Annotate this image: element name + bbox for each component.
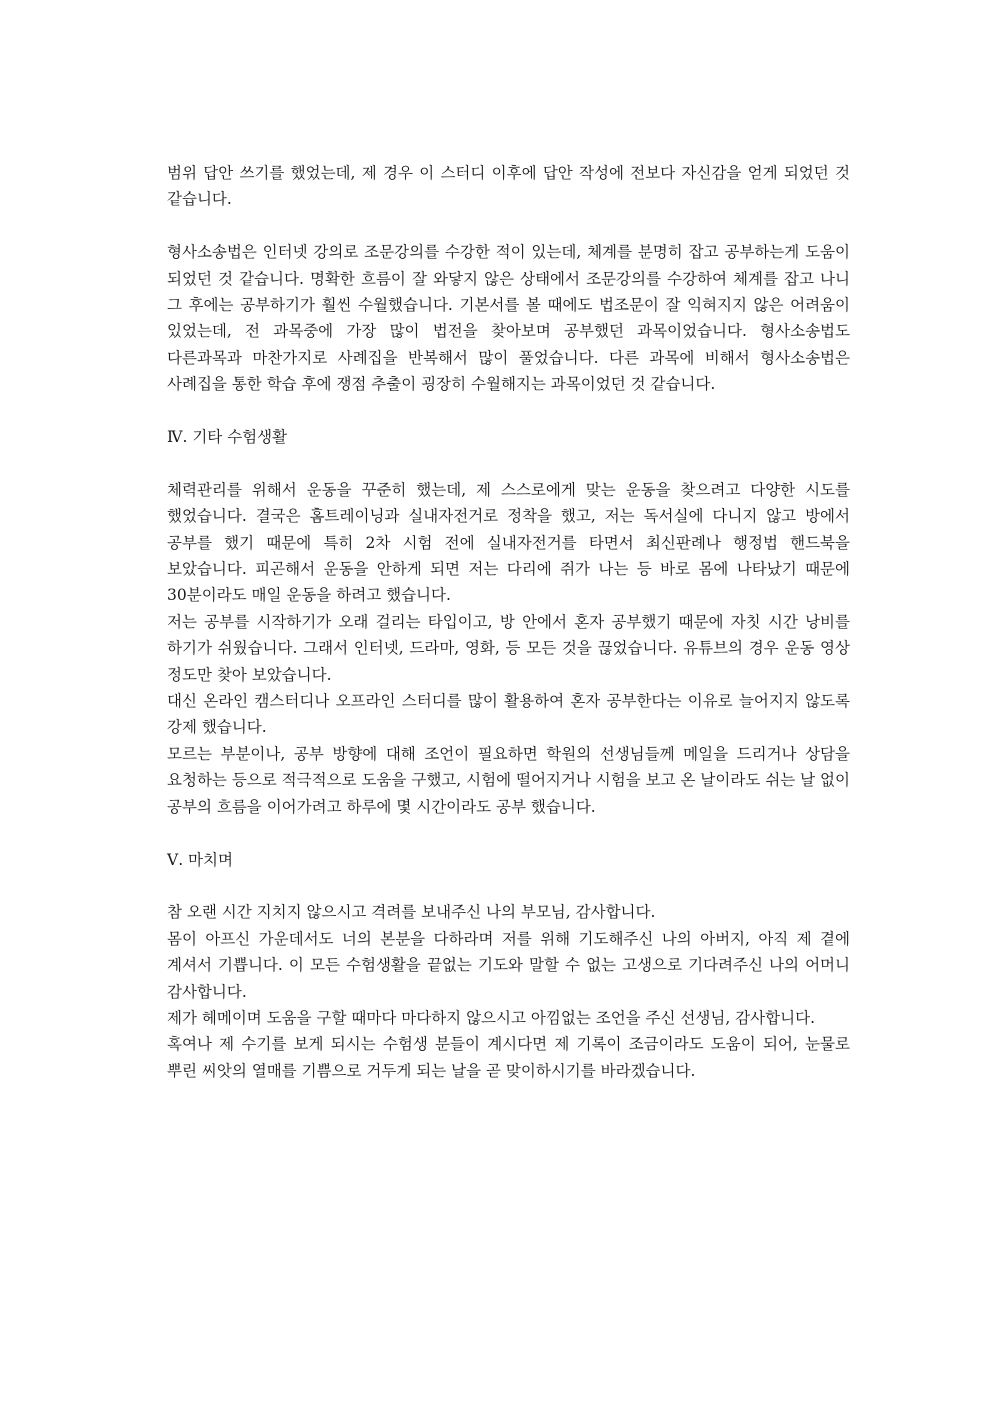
paragraph-answer-study: 범위 답안 쓰기를 했었는데, 제 경우 이 스터디 이후에 답안 작성에 전보다 자신감을 얻게 되었던 것 같습니다. [167, 164, 850, 209]
paragraph-fitness: 체력관리를 위해서 운동을 꾸준히 했는데, 제 스스로에게 맞는 운동을 찾으려고 다양한 시도를 했었습니다. 결국은 홈트레이닝과 실내자전거로 정착을 했고, 저는 독서실에 다니지 않고 방에서 공부를 했기 때문에 특히 2차 시험 전에 실내자전거를 타면서 최신판례나 행정법 핸드북을 보았습니다. 피곤해서 운동을 안하게 되면 저는 다리에 쥐가 나는 등 바로 몸에 나타났기 때문에 30분이라도 매일 운동을 하려고 했습니다. [167, 480, 850, 605]
paragraph-gap [167, 873, 850, 899]
paragraph-gap [167, 820, 850, 846]
paragraph-thanks-teachers: 제가 헤메이며 도움을 구할 때마다 마다하지 않으시고 아낌없는 조언을 주신 선생님, 감사합니다. [167, 1008, 816, 1027]
paragraph-thanks-parents: 참 오랜 시간 지치지 않으시고 격려를 보내주신 나의 부모님, 감사합니다. [167, 903, 656, 922]
paragraph-gap [167, 213, 850, 239]
paragraph-gap [167, 398, 850, 424]
section-heading-exam-life: Ⅳ. 기타 수험생활 [167, 428, 288, 447]
section-heading-closing: Ⅴ. 마치며 [167, 850, 233, 869]
paragraph-seeking-help: 모르는 부분이나, 공부 방향에 대해 조언이 필요하면 학원의 선생님들께 메일을 드리거나 상담을 요청하는 등으로 적극적으로 도움을 구했고, 시험에 떨어지거나 시험을 보고 온 날이라도 쉬는 날 없이 공부의 흐름을 이어가려고 하루에 몇 시간이라도 공부 했습니다. [167, 744, 850, 816]
paragraph-message-to-readers: 혹여나 제 수기를 보게 되시는 수험생 분들이 계시다면 제 기록이 조금이라도 도움이 되어, 눈물로 뿌린 씨앗의 열매를 기쁨으로 거두게 되는 날을 곧 맞이하시기를 바라겠습니다. [167, 1035, 850, 1080]
paragraph-time-management: 저는 공부를 시작하기가 오래 걸리는 타입이고, 방 안에서 혼자 공부했기 때문에 자칫 시간 낭비를 하기가 쉬웠습니다. 그래서 인터넷, 드라마, 영화, 등 모든 것을 끊었습니다. 유튜브의 경우 운동 영상 정도만 찾아 보았습니다. [167, 612, 850, 684]
paragraph-criminal-procedure: 형사소송법은 인터넷 강의로 조문강의를 수강한 적이 있는데, 체계를 분명히 잡고 공부하는게 도움이 되었던 것 같습니다. 명확한 흐름이 잘 와닿지 않은 상태에서 조문강의를 수강하여 체계를 잡고 나니 그 후에는 공부하기가 훨씬 수월했습니다. 기본서를 볼 때에도 법조문이 잘 익혀지지 않은 어려움이 있었는데, 전 과목중에 가장 많이 법전을 찾아보며 공부했던 과목이었습니다. 형사소송법도 다른과목과 마찬가지로 사례집을 반복해서 많이 풀었습니다. 다른 과목에 비해서 형사소송법은 사례집을 통한 학습 후에 쟁점 추출이 굉장히 수월해지는 과목이었던 것 같습니다. [167, 243, 850, 394]
paragraph-thanks-father-mother: 몸이 아프신 가운데서도 너의 본분을 다하라며 저를 위해 기도해주신 나의 아버지, 아직 제 곁에 계셔서 기쁩니다. 이 모든 수험생활을 끝없는 기도와 말할 수 없는 고생으로 기다려주신 나의 어머니 감사합니다. [167, 929, 850, 1001]
paragraph-study-groups: 대신 온라인 캠스터디나 오프라인 스터디를 많이 활용하여 혼자 공부한다는 이유로 늘어지지 않도록 강제 했습니다. [167, 692, 850, 737]
paragraph-gap [167, 450, 850, 476]
document-body [167, 160, 850, 1084]
